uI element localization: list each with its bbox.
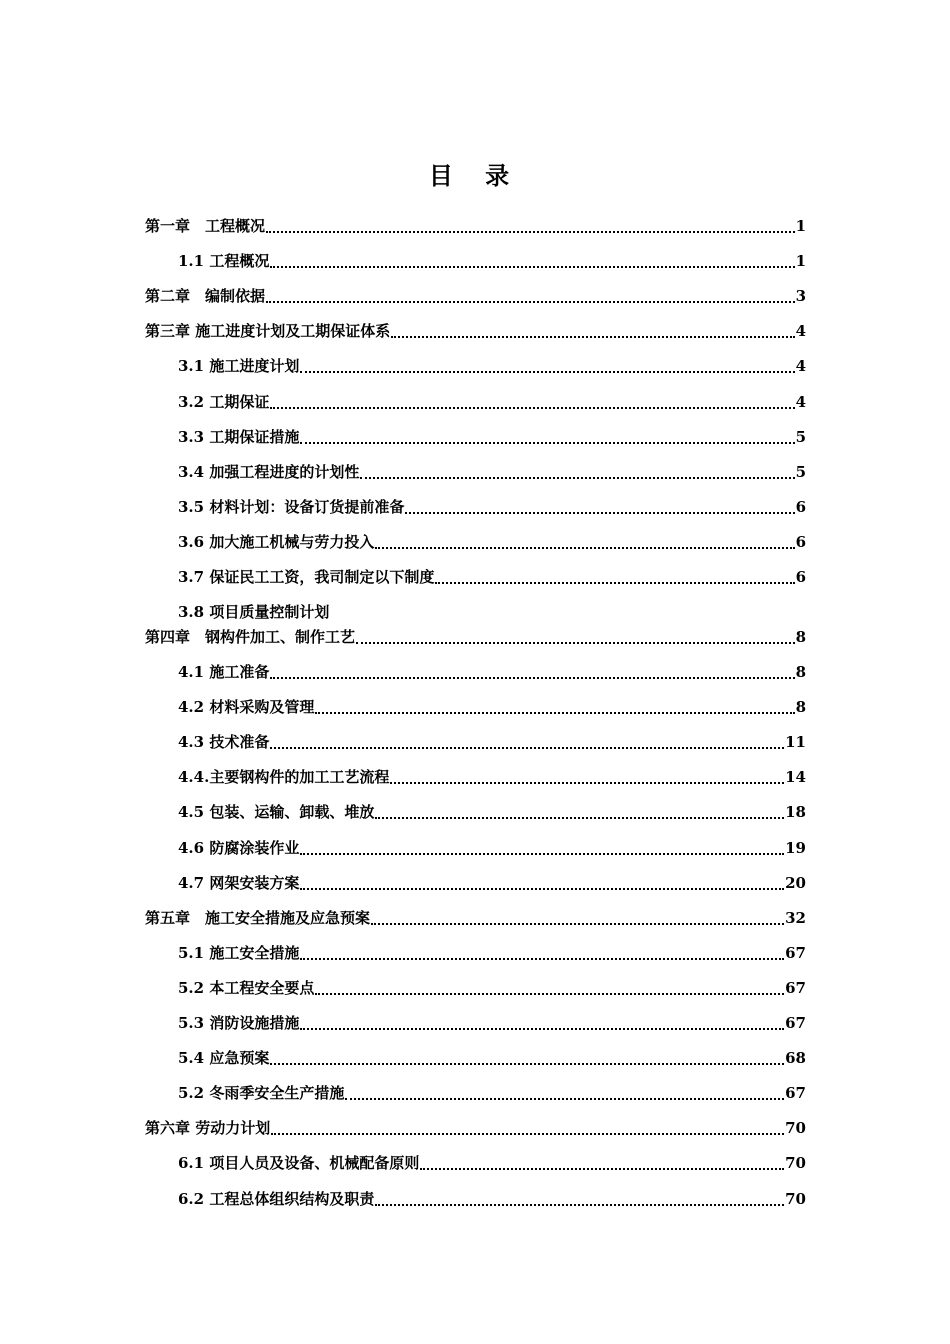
toc-entry-label: 4.2 材料采购及管理 [178, 698, 315, 716]
toc-entry-label: 3.2 工期保证 [178, 393, 270, 411]
toc-entry-label: 3.3 工期保证措施 [178, 428, 300, 446]
toc-entry-page: 67 [785, 979, 806, 997]
toc-entry-3-2[interactable] [178, 391, 806, 413]
toc-entry-page: 67 [785, 1084, 806, 1102]
toc-entry-page: 6 [795, 498, 806, 516]
dot-leader [266, 301, 795, 303]
toc-entry-page: 5 [795, 428, 806, 446]
toc-entry-page: 68 [785, 1049, 806, 1067]
dot-leader [300, 442, 794, 444]
toc-entry-label: 第一章 工程概况 [145, 217, 266, 235]
dot-leader [435, 582, 794, 584]
dot-leader [266, 231, 795, 233]
dot-leader [375, 547, 794, 549]
dot-leader [271, 1133, 784, 1135]
toc-entry-chapter-2[interactable] [145, 285, 806, 307]
toc-entry-page: 67 [785, 944, 806, 962]
dot-leader [375, 817, 784, 819]
toc-entry-page: 1 [795, 217, 806, 235]
toc-entry-label: 4.7 网架安装方案 [178, 874, 300, 892]
dot-leader [345, 1098, 784, 1100]
toc-entry-label: 3.5 材料计划：设备订货提前准备 [178, 498, 405, 516]
toc-entry-label: 3.8 项目质量控制计划 [178, 603, 330, 621]
toc-entry-3-4[interactable] [178, 461, 806, 483]
toc-entry-page: 70 [785, 1190, 806, 1208]
dot-leader [300, 888, 784, 890]
toc-entry-label: 第四章 钢构件加工、制作工艺 [145, 628, 356, 646]
toc-entry-page: 8 [795, 663, 806, 681]
toc-entry-page: 67 [785, 1014, 806, 1032]
toc-entry-page: 11 [785, 733, 806, 751]
dot-leader [371, 923, 784, 925]
toc-entry-label: 5.2 本工程安全要点 [178, 979, 315, 997]
dot-leader [315, 712, 794, 714]
toc-entry-4-3[interactable] [178, 731, 806, 753]
toc-entry-chapter-1[interactable] [145, 215, 806, 237]
toc-entry-label: 第三章 施工进度计划及工期保证体系 [145, 322, 391, 340]
toc-entry-page: 32 [785, 909, 806, 927]
toc-entry-label: 3.7 保证民工工资，我司制定以下制度 [178, 568, 435, 586]
toc-entry-chapter-6[interactable] [145, 1117, 806, 1139]
toc-entry-page: 4 [795, 357, 806, 375]
toc-entry-label: 5.3 消防设施措施 [178, 1014, 300, 1032]
toc-entry-label: 第五章 施工安全措施及应急预案 [145, 909, 371, 927]
toc-entry-label: 第二章 编制依据 [145, 287, 266, 305]
dot-leader [300, 958, 784, 960]
toc-entry-chapter-3[interactable] [145, 320, 806, 342]
toc-entry-page: 70 [785, 1154, 806, 1172]
dot-leader [391, 336, 794, 338]
toc-entry-label: 5.4 应急预案 [178, 1049, 270, 1067]
toc-entry-4-2[interactable] [178, 696, 806, 718]
toc-entry-4-4[interactable] [178, 766, 806, 788]
toc-entry-chapter-4[interactable] [145, 626, 806, 648]
toc-entry-page: 6 [795, 568, 806, 586]
toc-entry-label: 6.1 项目人员及设备、机械配备原则 [178, 1154, 420, 1172]
toc-entry-label: 5.1 施工安全措施 [178, 944, 300, 962]
toc-entry-label: 4.3 技术准备 [178, 733, 270, 751]
toc-entry-label: 第六章 劳动力计划 [145, 1119, 271, 1137]
toc-entry-3-5[interactable] [178, 496, 806, 518]
toc-entry-page: 1 [795, 252, 806, 270]
toc-entry-label: 3.6 加大施工机械与劳力投入 [178, 533, 375, 551]
dot-leader [270, 266, 794, 268]
dot-leader [270, 677, 794, 679]
toc-title: 目 录 [428, 161, 522, 190]
dot-leader [390, 782, 784, 784]
toc-entry-3-3[interactable] [178, 426, 806, 448]
toc-entry-5-2[interactable] [178, 977, 806, 999]
toc-entry-label: 4.4.主要钢构件的加工工艺流程 [178, 768, 390, 786]
dot-leader [360, 477, 794, 479]
toc-entry-5-2b[interactable] [178, 1082, 806, 1104]
toc-entry-label: 5.2 冬雨季安全生产措施 [178, 1084, 345, 1102]
toc-entry-5-1[interactable] [178, 942, 806, 964]
toc-entry-page: 8 [795, 698, 806, 716]
toc-entry-4-7[interactable] [178, 872, 806, 894]
toc-entry-6-2[interactable] [178, 1188, 806, 1210]
toc-entry-label: 3.1 施工进度计划 [178, 357, 300, 375]
toc-entry-label: 4.6 防腐涂装作业 [178, 839, 300, 857]
toc-entry-3-8[interactable] [178, 601, 806, 623]
dot-leader [300, 853, 784, 855]
toc-entry-page: 20 [785, 874, 806, 892]
toc-entry-chapter-5[interactable] [145, 907, 806, 929]
toc-entry-label: 6.2 工程总体组织结构及职责 [178, 1190, 375, 1208]
dot-leader [270, 407, 794, 409]
dot-leader [375, 1204, 784, 1206]
dot-leader [300, 1028, 784, 1030]
toc-entry-page: 4 [795, 393, 806, 411]
dot-leader [270, 747, 784, 749]
toc-entry-4-5[interactable] [178, 801, 806, 823]
toc-entry-5-4[interactable] [178, 1047, 806, 1069]
toc-entry-label: 3.4 加强工程进度的计划性 [178, 463, 360, 481]
dot-leader [300, 371, 794, 373]
toc-entry-page: 18 [785, 803, 806, 821]
toc-entry-1-1[interactable] [178, 250, 806, 272]
toc-entry-label: 1.1 工程概况 [178, 252, 270, 270]
toc-entry-4-6[interactable] [178, 837, 806, 859]
toc-entry-6-1[interactable] [178, 1152, 806, 1174]
toc-entry-3-7[interactable] [178, 566, 806, 588]
toc-entry-label: 4.1 施工准备 [178, 663, 270, 681]
dot-leader [356, 642, 795, 644]
toc-entry-3-1[interactable] [178, 355, 806, 377]
toc-entry-3-6[interactable] [178, 531, 806, 553]
toc-entry-page: 3 [795, 287, 806, 305]
toc-entry-4-1[interactable] [178, 661, 806, 683]
toc-entry-5-3[interactable] [178, 1012, 806, 1034]
dot-leader [315, 993, 784, 995]
dot-leader [405, 512, 794, 514]
toc-entry-page: 70 [785, 1119, 806, 1137]
toc-entry-page: 5 [795, 463, 806, 481]
toc-entry-page: 19 [785, 839, 806, 857]
toc-entry-page: 6 [795, 533, 806, 551]
toc-entry-page: 14 [785, 768, 806, 786]
toc-entry-page: 8 [795, 628, 806, 646]
toc-entry-page: 4 [795, 322, 806, 340]
toc-entry-label: 4.5 包装、运输、卸载、堆放 [178, 803, 375, 821]
dot-leader [420, 1168, 784, 1170]
dot-leader [270, 1063, 784, 1065]
